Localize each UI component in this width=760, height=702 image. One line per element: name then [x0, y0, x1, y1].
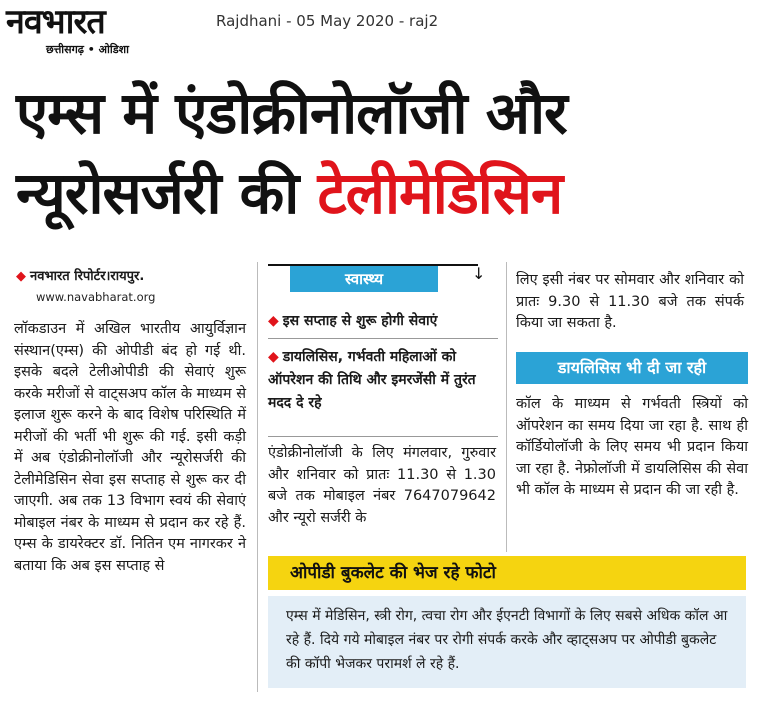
dialysis-subhead: डायलिसिस भी दी जा रही — [516, 352, 748, 384]
highlight-bullet-2 — [268, 346, 498, 415]
arrow-down-icon: ↓ — [472, 264, 486, 283]
edition-subtitle: छत्तीसगढ़ • ओडिशा — [46, 43, 129, 56]
article-column-2 — [268, 443, 496, 529]
headline-line-1: एम्स में एंडोक्रीनोलॉजी और — [16, 79, 567, 147]
masthead — [6, 4, 196, 66]
sidebar-bottom-rule — [268, 436, 498, 437]
diamond-icon: ◆ — [268, 349, 279, 365]
column-1-text: लॉकडाउन में अखिल भारतीय आयुर्विज्ञान संस्थान(एम्स) की ओपीडी बंद हो गई थी. इसके बदले टेलीओपीडी की सेवाएं शुरू करके मरीजों से वाट्सअप कॉल के माध्यम से इलाज शुरू करने के बाद विशेष परिस्थिति में मरीजों की भर्ती भी शुरू की गई. इसी कड़ी में अब एंडोक्रीनोलॉजी और न्यूरोसर्जरी की टेलीमेडिसिन सेवा इस सप्ताह से शुरू कर दी जाएगी. अब तक 13 विभाग स्वयं की सेवाएं मोबाइल नंबर के माध्यम से प्रदान कर रहे हैं. एम्स के डायरेक्टर डॉ. नितिन एम नागरकर ने बताया कि अब इस सप्ताह से — [14, 321, 247, 574]
section-tag: स्वास्थ्य — [290, 266, 438, 292]
column-divider-2 — [506, 262, 507, 552]
reporter-credit: नवभारत रिपोर्टर।रायपुर. — [30, 269, 145, 284]
diamond-icon: ◆ — [268, 313, 279, 329]
newspaper-logo: नवभारत — [6, 2, 105, 42]
bullet-divider — [268, 338, 498, 339]
bullet-1-text: इस सप्ताह से शुरू होगी सेवाएं — [282, 313, 438, 329]
opd-text: एम्स में मेडिसिन, स्त्री रोग, त्वचा रोग और ईएनटी विभागों के लिए सबसे अधिक कॉल आ रहे हैं. दिये गये मोबाइल नंबर पर रोगी संपर्क करके और व्हाट्सअप पर ओपीडी बुकलेट की कॉपी भेजकर परामर्श ले रहे हैं. — [286, 608, 728, 672]
column-3-text-bottom: कॉल के माध्यम से गर्भवती स्त्रियों को ऑपरेशन का समय दिया जा रहा है. साथ ही कॉर्डियोलॉजी के लिए समय भी प्रदान किया जा रहा है. नेफ्रोलॉजी में डायलिसिस की सेवा भी कॉल के माध्यम से प्रदान की जा रही है. — [516, 396, 748, 498]
headline-line-2 — [16, 158, 562, 228]
article-column-3-bottom — [516, 394, 748, 502]
column-2-text: एंडोक्रीनोलॉजी के लिए मंगलवार, गुरुवार और शनिवार को प्रातः 11.30 से 1.30 बजे तक मोबाइल नंबर 7647079642 और न्यूरो सर्जरी के — [268, 445, 496, 526]
highlight-bullet-1 — [268, 310, 498, 333]
article-column-3-top — [516, 270, 744, 335]
diamond-icon: ◆ — [16, 269, 26, 284]
bullet-2-text: डायलिसिस, गर्भवती महिलाओं को ऑपरेशन की तिथि और इमरजेंसी में तुरंत मदद दे रहे — [268, 349, 476, 411]
dateline: Rajdhani - 05 May 2020 - raj2 — [216, 12, 439, 30]
column-3-text-top: लिए इसी नंबर पर सोमवार और शनिवार को प्रातः 9.30 से 11.30 बजे तक संपर्क किया जा सकता है. — [516, 272, 744, 331]
headline-line-2-prefix: न्यूरोसर्जरी की — [16, 159, 299, 227]
opd-title: ओपीडी बुकलेट की भेज रहे फोटो — [290, 563, 496, 583]
website-url: www.navabharat.org — [36, 290, 156, 304]
headline-highlight: टेलीमेडिसिन — [317, 159, 563, 227]
byline — [16, 266, 256, 284]
article-column-1 — [14, 319, 246, 577]
column-divider-1 — [257, 262, 258, 692]
